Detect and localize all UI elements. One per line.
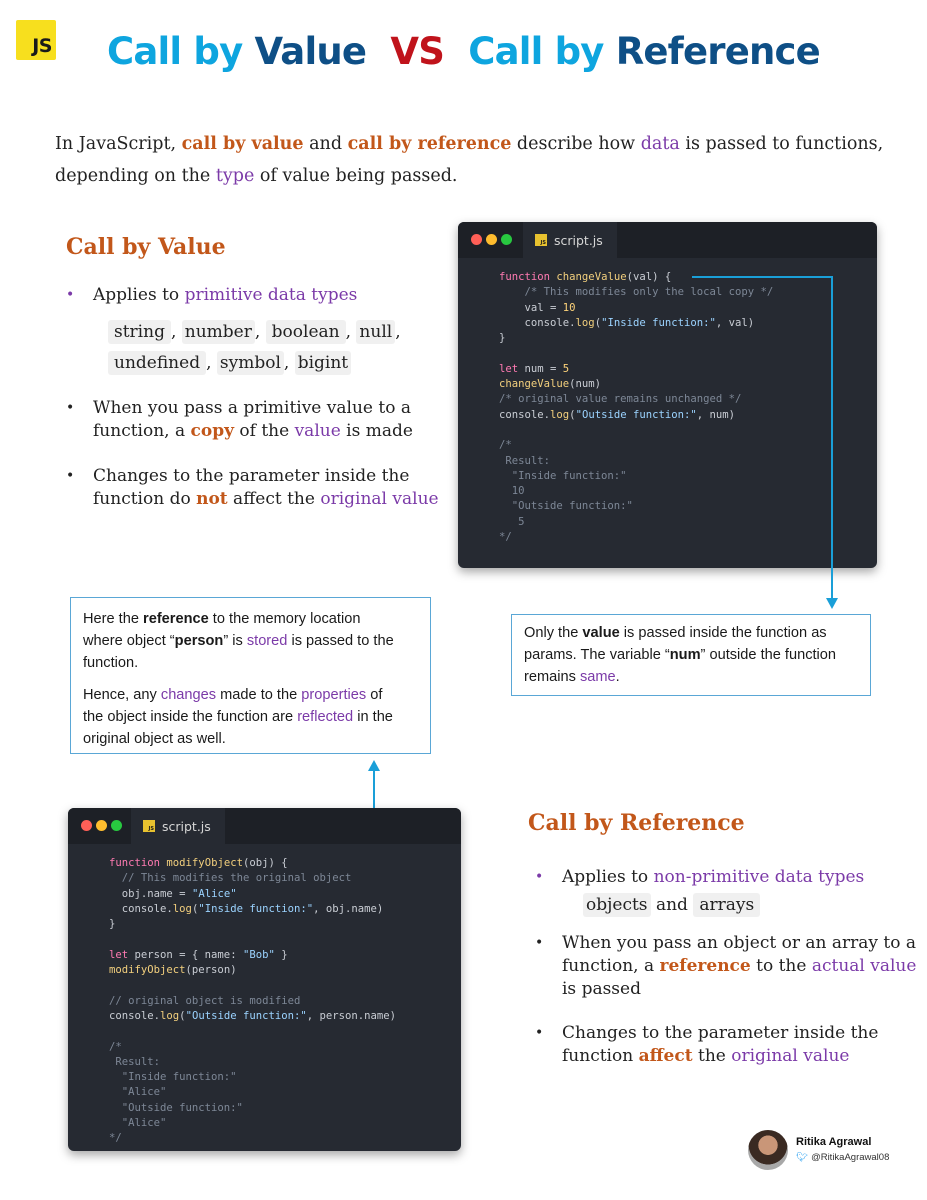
connector-line [831, 276, 833, 600]
code-window-call-by-reference [68, 808, 461, 1151]
type-chip-objects: objects [583, 893, 651, 917]
author-avatar [748, 1130, 788, 1170]
title-vs: VS [390, 30, 445, 73]
type-chip-null: null [356, 320, 395, 344]
intro-data: data [640, 134, 680, 154]
intro-line-2: depending on the type of value being passed. [55, 166, 458, 186]
author-name: Ritika Agrawal [796, 1136, 872, 1148]
title-value: Value [254, 30, 367, 73]
maximize-dot-icon [111, 820, 122, 831]
type-chip-number: number [182, 320, 255, 344]
minimize-dot-icon [486, 234, 497, 245]
code-window-titlebar [68, 808, 461, 844]
title-call-by-2: Call by [468, 30, 604, 73]
code-window-titlebar [458, 222, 877, 258]
type-chip-boolean: boolean [266, 320, 346, 344]
close-dot-icon [81, 820, 92, 831]
connector-line [692, 276, 832, 278]
call-by-reference-bullets: • Applies to non-primitive data types objects and arrays • When you pass an object or an array to a function, a reference to the actual value is passed • Changes to the parameter inside the function affect the original value [535, 867, 917, 1066]
non-primitive-data-types: non-primitive data types [653, 867, 865, 887]
code-window-call-by-value [458, 222, 877, 568]
close-dot-icon [471, 234, 482, 245]
twitter-bird-icon: 🐦︎ [796, 1152, 809, 1163]
reference-highlight: reference [659, 956, 751, 976]
arrow-down-icon [826, 598, 838, 610]
note-call-by-value: Only the value is passed inside the function as params. The variable “num” outside the function remains same. [511, 614, 871, 696]
title-call-by-1: Call by [107, 30, 243, 73]
not-highlight: not [196, 489, 228, 509]
value-highlight: value [294, 421, 341, 441]
intro-call-by-reference: call by reference [347, 134, 512, 154]
type-chip-arrays: arrays [693, 893, 760, 917]
intro-type: type [215, 166, 255, 186]
actual-value-highlight: actual value [811, 956, 917, 976]
code-block-reference: function modifyObject(obj) { // This modifies the original object obj.name = "Alice" console.log("Inside function:", obj.name) } let person = { name: "Bob" } modifyObject(person) // original object is modified console.log("Outside function:", person.name) /* Result: "Inside function:" "Alice" "Outside function:" "Alice" */ [109, 857, 397, 1145]
js-file-icon [143, 820, 155, 832]
call-by-value-heading: Call by Value [66, 234, 226, 260]
affect-highlight: affect [638, 1046, 693, 1066]
copy-highlight: copy [190, 421, 234, 441]
original-value-highlight: original value [731, 1046, 850, 1066]
type-chip-bigint: bigint [295, 351, 351, 375]
primitive-data-types: primitive data types [184, 285, 358, 305]
tab-script-js[interactable]: JS script.js [523, 222, 617, 258]
title-reference: Reference [615, 30, 820, 73]
primitive-types-row-1: string , number , boolean , null , [108, 320, 401, 344]
call-by-reference-heading: Call by Reference [528, 810, 745, 836]
primitive-types-row-2: undefined , symbol , bigint [108, 351, 351, 375]
call-by-value-bullets: • Applies to primitive data types string , number , boolean , null , undefined , symbol , bigint • When you pass a primitive value to a function, a copy of the value is made • Changes to the parameter inside the function do not affect the original value [66, 285, 439, 509]
type-chip-symbol: symbol [217, 351, 284, 375]
non-primitive-types-row: objects and arrays [583, 893, 760, 917]
type-chip-string: string [108, 320, 171, 344]
type-chip-undefined: undefined [108, 351, 206, 375]
intro-paragraph [55, 128, 895, 192]
code-block-value: function changeValue(val) { /* This modifies only the local copy */ val = 10 console.log("Inside function:", val) } let num = 5 changeValue(num) /* original value remains unchanged */ console.log("Outside function:", num) /* Result: "Inside function:" 10 "Outside function:" 5 */ [499, 271, 774, 544]
js-logo-text: JS [32, 35, 52, 57]
minimize-dot-icon [96, 820, 107, 831]
intro-line-1: In JavaScript, call by value and call by reference describe how data is passed to functions, [55, 134, 884, 154]
page-title [0, 30, 927, 73]
original-value-highlight: original value [320, 489, 439, 509]
author-handle[interactable]: 🐦︎ @RitikaAgrawal08 [796, 1152, 890, 1163]
tab-script-js[interactable]: JS script.js [131, 808, 225, 844]
note-call-by-reference: Here the reference to the memory location where object “person” is stored is passed to the function. Hence, any changes made to the properties of the object inside the function are reflected in the original object as well. [70, 597, 431, 754]
maximize-dot-icon [501, 234, 512, 245]
intro-call-by-value: call by value [181, 134, 304, 154]
js-file-icon [535, 234, 547, 246]
